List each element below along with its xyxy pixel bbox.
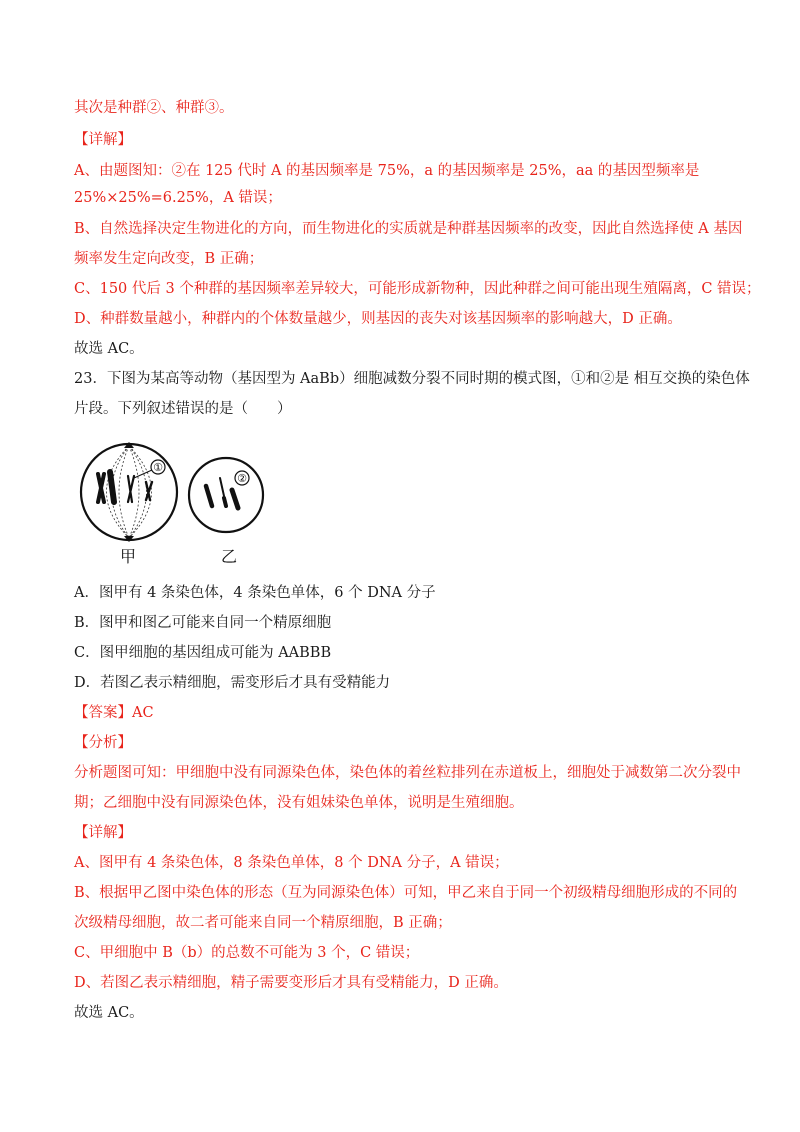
text-line: A、图甲有 4 条染色体，8 条染色单体，8 个 DNA 分子，A 错误； xyxy=(74,855,509,871)
text-line: C、150 代后 3 个种群的基因频率差异较大，可能形成新物种，因此种群之间可能出现生殖隔离，C 错误； xyxy=(74,281,761,297)
text-line: C、甲细胞中 B（b）的总数不可能为 3 个，C 错误； xyxy=(74,945,420,961)
cell-diagram xyxy=(74,440,274,570)
option-c: C．图甲细胞的基因组成可能为 AABBB xyxy=(74,645,332,661)
text-line: 期；乙细胞中没有同源染色体，没有姐妹染色单体，说明是生殖细胞。 xyxy=(74,795,524,811)
figure-label-yi: 乙 xyxy=(221,547,238,566)
cell-division-figure xyxy=(74,440,274,570)
answer-line: 【答案】AC xyxy=(74,705,154,721)
text-line: 故选 AC。 xyxy=(74,341,144,357)
question-stem: 23．下图为某高等动物（基因型为 AaBb）细胞减数分裂不同时期的模式图，①和②是 相互交换的染色体 xyxy=(74,371,750,387)
option-a: A．图甲有 4 条染色体，4 条染色单体，6 个 DNA 分子 xyxy=(74,585,436,601)
text-line: 频率发生定向改变，B 正确； xyxy=(74,251,264,267)
text-line: 次级精母细胞，故二者可能来自同一个精原细胞，B 正确； xyxy=(74,915,452,931)
text-line: A、由题图知：②在 125 代时 A 的基因频率是 75%，a 的基因频率是 25%，aa 的基因型频率是 xyxy=(74,163,700,179)
marker-1-label: ① xyxy=(153,461,163,474)
option-d: D．若图乙表示精细胞，需变形后才具有受精能力 xyxy=(74,675,391,691)
section-heading-detail: 【详解】 xyxy=(74,825,132,841)
text-line: 25%×25%=6.25%，A 错误； xyxy=(74,190,282,206)
text-line: B、自然选择决定生物进化的方向，而生物进化的实质就是种群基因频率的改变，因此自然选择使 A 基因 xyxy=(74,221,743,237)
text-line: D、若图乙表示精细胞，精子需要变形后才具有受精能力，D 正确。 xyxy=(74,975,508,991)
question-stem: 片段。下列叙述错误的是（ ） xyxy=(74,401,292,417)
figure-label-jia: 甲 xyxy=(120,547,137,566)
text-line: D、种群数量越小，种群内的个体数量越少，则基因的丧失对该基因频率的影响越大，D 正确。 xyxy=(74,311,682,327)
text-line: 分析题图可知：甲细胞中没有同源染色体，染色体的着丝粒排列在赤道板上，细胞处于减数第二次分裂中 xyxy=(74,765,741,781)
option-b: B．图甲和图乙可能来自同一个精原细胞 xyxy=(74,615,332,631)
section-heading-detail: 【详解】 xyxy=(74,132,132,148)
text-line: B、根据甲乙图中染色体的形态（互为同源染色体）可知，甲乙来自于同一个初级精母细胞形成的不同的 xyxy=(74,885,738,901)
section-heading-analysis: 【分析】 xyxy=(74,735,132,751)
marker-2-label: ② xyxy=(237,472,247,485)
text-line: 其次是种群②、种群③。 xyxy=(74,100,234,116)
text-line: 故选 AC。 xyxy=(74,1005,144,1021)
